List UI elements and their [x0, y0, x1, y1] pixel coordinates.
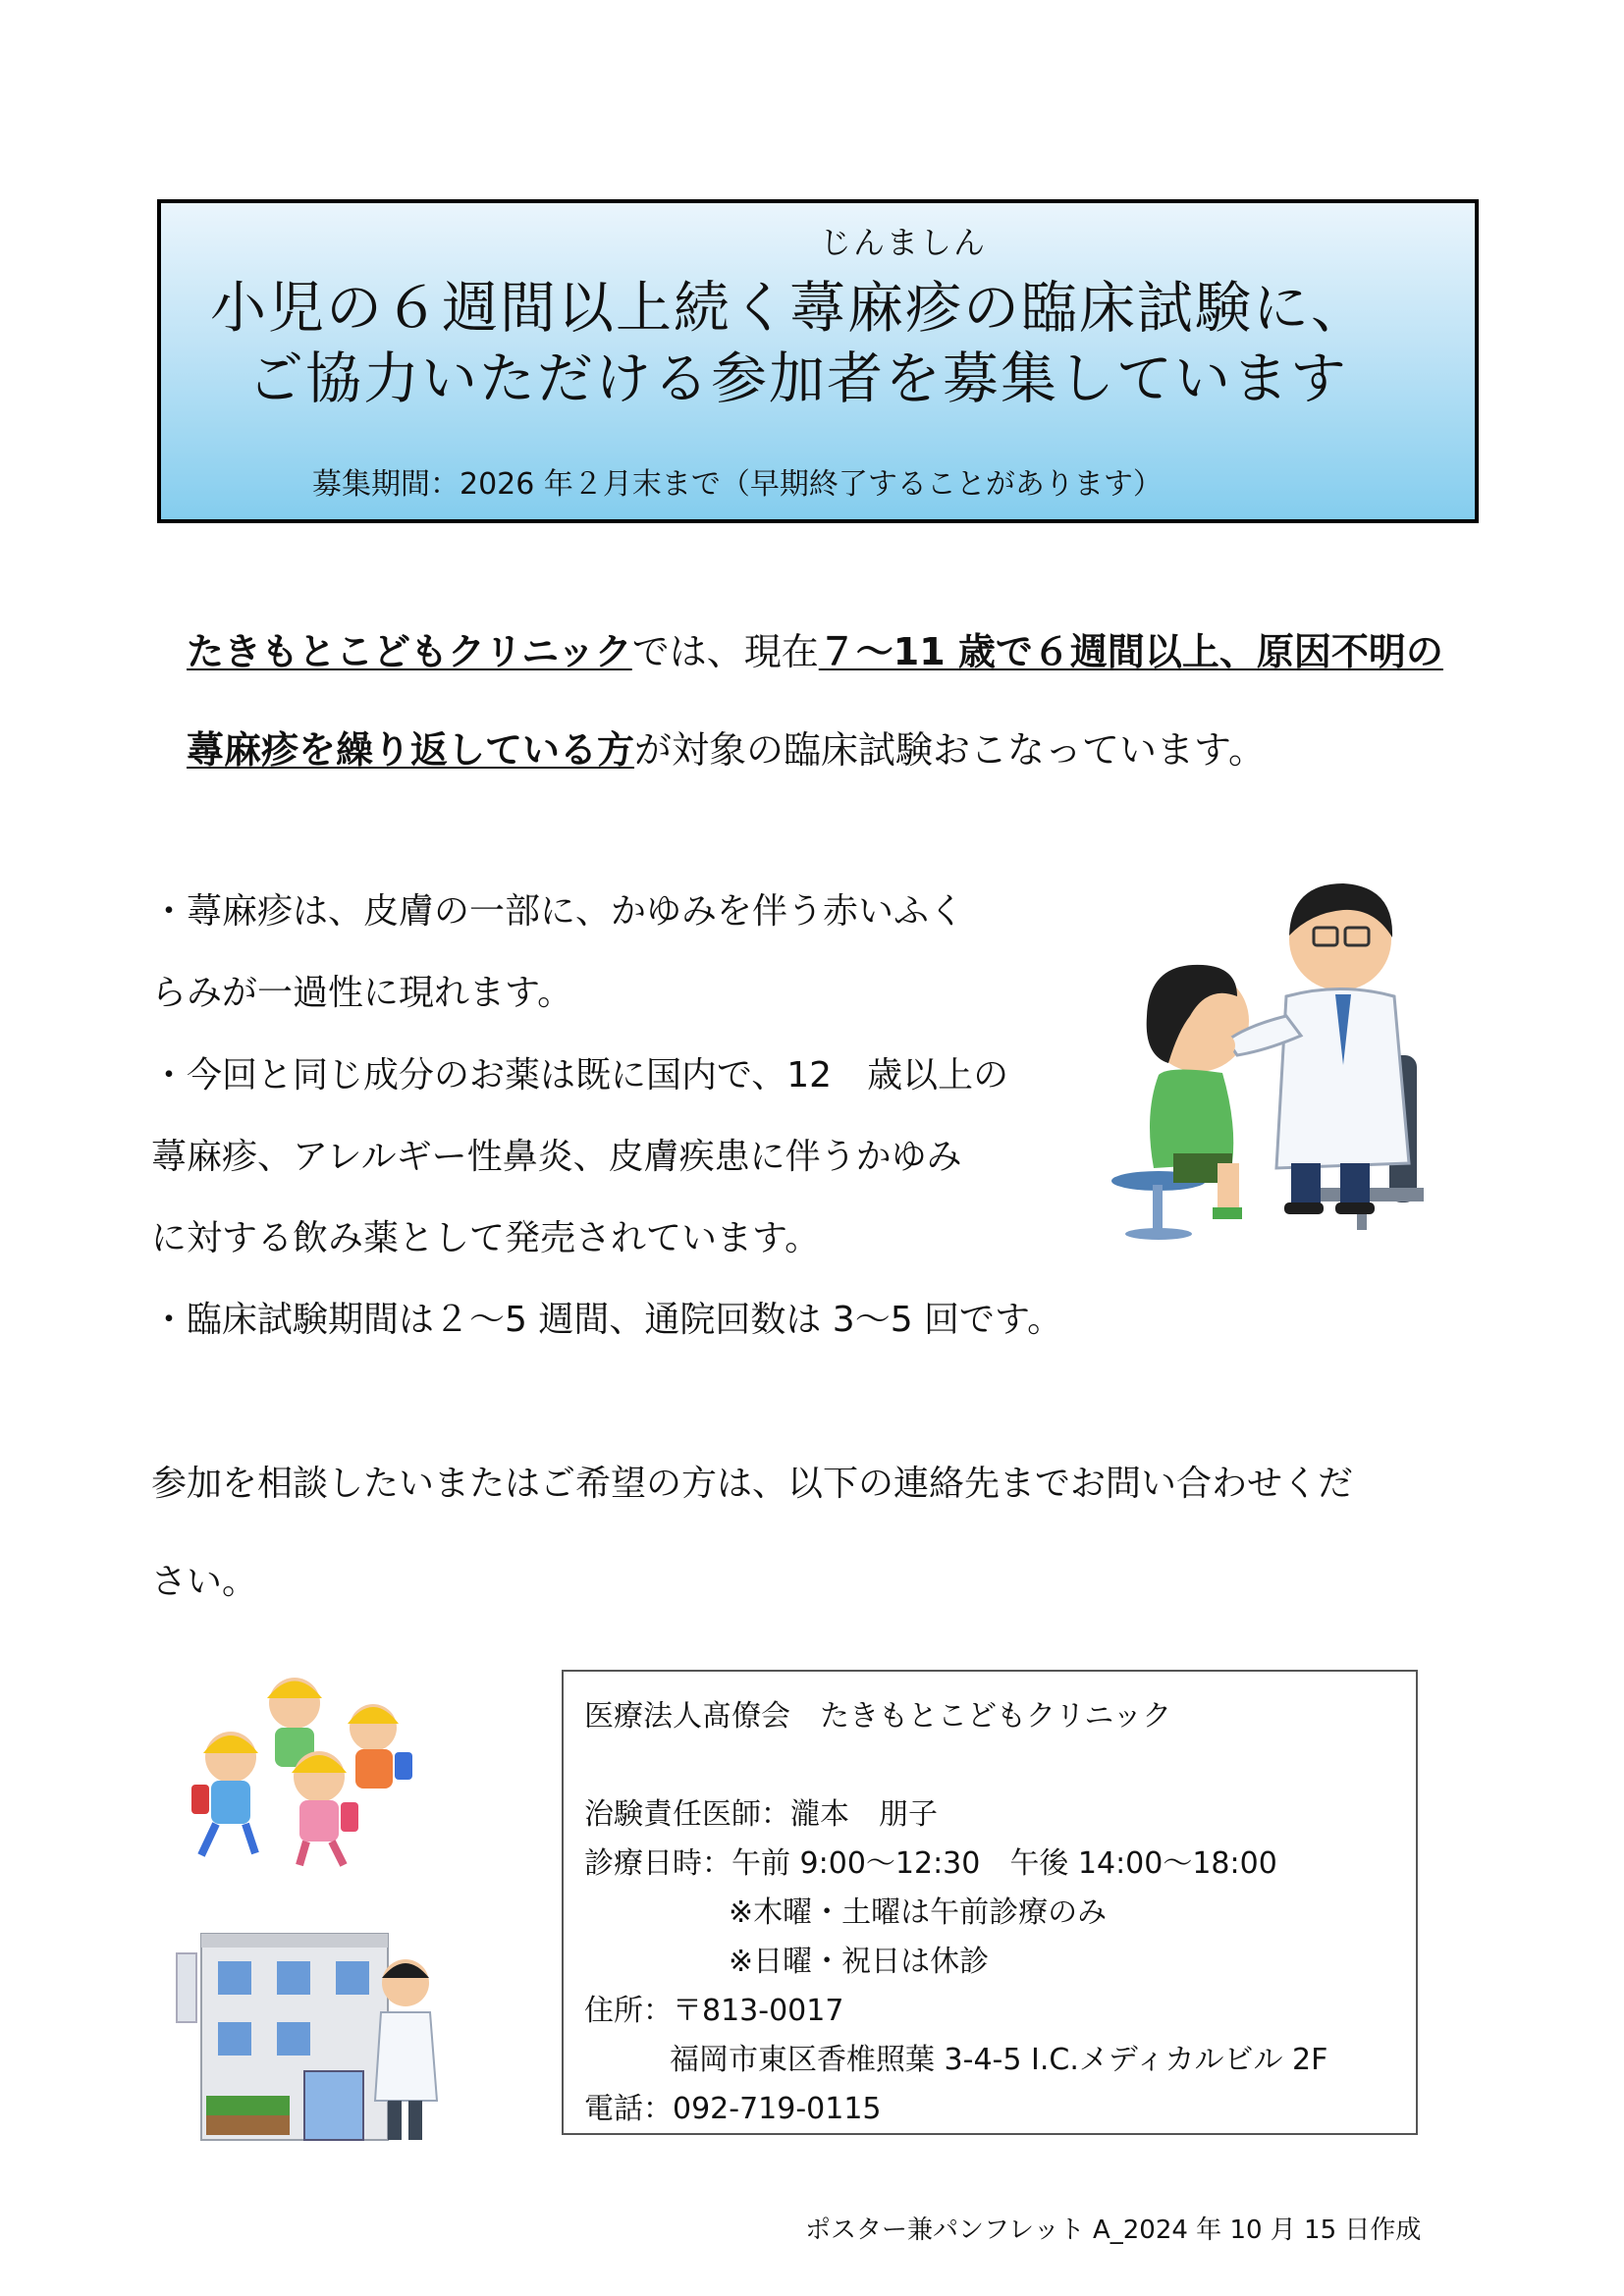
footer-note: ポスター兼パンフレット A_2024 年 10 月 15 日作成 [805, 2216, 1422, 2245]
bullet-line-5: に対する飲み薬として発売されています。 [151, 1218, 821, 1258]
clinic-org-name: 医療法人髙僚会 たきもとこどもクリニック [584, 1699, 1172, 1734]
clinic-hours: 診療日時：午前 9:00～12:30 午後 14:00～18:00 [584, 1846, 1277, 1881]
children-illustration [177, 1659, 427, 1870]
bullet-line-6: ・臨床試験期間は２～5 週間、通院回数は 3～5 回です。 [151, 1300, 1063, 1340]
consult-line-2: さい。 [151, 1562, 258, 1602]
recruitment-period: 募集期間：2026 年２月末まで（早期終了することがあります） [312, 467, 1163, 502]
bullet-line-1: ・蕁麻疹は、皮膚の一部に、かゆみを伴う赤いふく [151, 891, 965, 932]
hours-note-1: ※木曜・土曜は午前診療のみ [729, 1896, 1108, 1930]
intro-text-1: では、現在 [631, 630, 819, 673]
doctor-child-illustration [1100, 869, 1453, 1242]
intro-line-1 [187, 621, 1443, 675]
address-postal: 住所：〒813-0017 [584, 1994, 844, 2028]
bullet-line-3: ・今回と同じ成分のお薬は既に国内で、12 歳以上の [151, 1055, 1009, 1095]
clinic-name: たきもとこどもクリニック [187, 630, 632, 673]
hours-note-2: ※日曜・祝日は休診 [729, 1945, 990, 1979]
responsible-doctor: 治験責任医師：瀧本 朋子 [584, 1797, 938, 1832]
intro-text-2: が対象の臨床試験おこなっています。 [634, 728, 1266, 772]
title-line-2: ご協力いただける参加者を募集しています [247, 347, 1348, 411]
title-ruby: じんましん [820, 224, 988, 261]
bullet-line-4: 蕁麻疹、アレルギー性鼻炎、皮膚疾患に伴うかゆみ [151, 1137, 962, 1177]
consult-line-1: 参加を相談したいまたはご希望の方は、以下の連絡先までお問い合わせくだ [151, 1464, 1354, 1504]
clinic-building-illustration [167, 1924, 452, 2150]
phone-number: 電話：092-719-0115 [584, 2092, 882, 2126]
bullet-line-2: らみが一過性に現れます。 [151, 973, 573, 1013]
criteria-part-1: ７～11 歳で６週間以上、原因不明の [818, 630, 1443, 673]
criteria-part-2: 蕁麻疹を繰り返している方 [187, 728, 635, 772]
title-line-1: 小児の６週間以上続く蕁麻疹の臨床試験に、 [210, 276, 1369, 341]
intro-line-2 [187, 720, 1266, 774]
address-street: 福岡市東区香椎照葉 3-4-5 I.C.メディカルビル 2F [670, 2043, 1328, 2077]
